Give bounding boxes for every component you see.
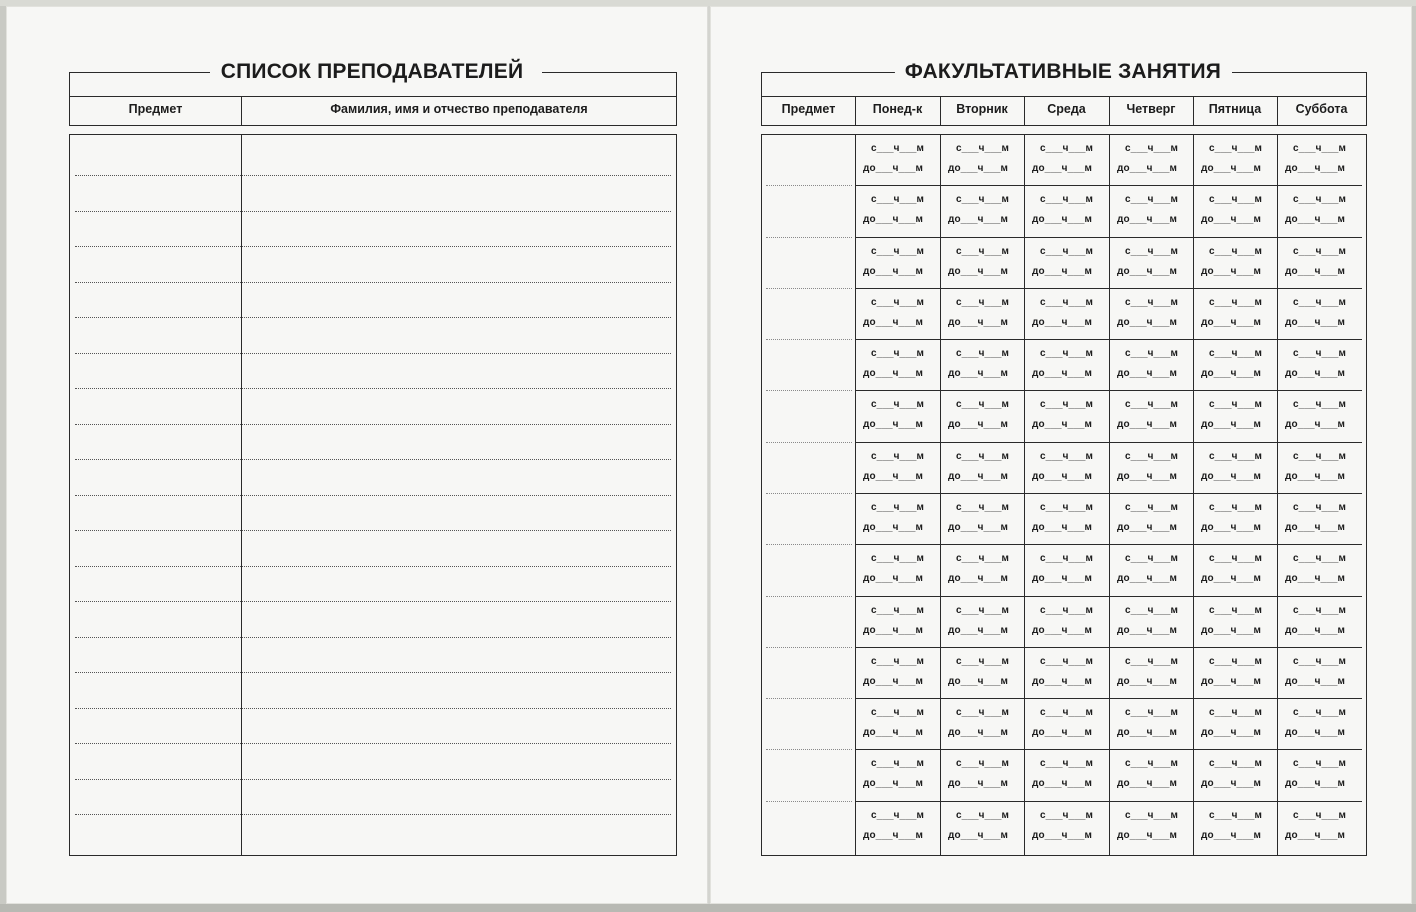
time-from: с___ч___м bbox=[1209, 655, 1263, 667]
time-to: до___ч___м bbox=[863, 163, 924, 174]
time-from: с___ч___м bbox=[1209, 296, 1263, 308]
schedule-row-divider bbox=[855, 596, 1362, 597]
time-from: с___ч___м bbox=[956, 809, 1010, 821]
time-from: с___ч___м bbox=[1209, 809, 1263, 821]
time-from: с___ч___м bbox=[1209, 553, 1263, 565]
time-from: с___ч___м bbox=[956, 399, 1010, 411]
time-from: с___ч___м bbox=[1125, 348, 1179, 360]
time-from: с___ч___м bbox=[871, 348, 925, 360]
page-title: СПИСОК ПРЕПОДАВАТЕЛЕЙ bbox=[211, 60, 533, 84]
time-from: с___ч___м bbox=[1209, 399, 1263, 411]
time-from: с___ч___м bbox=[956, 502, 1010, 513]
time-from: с___ч___м bbox=[1040, 194, 1094, 206]
writing-line bbox=[75, 175, 671, 176]
column-header: Предмет bbox=[781, 102, 836, 116]
time-to: до___ч___м bbox=[1117, 573, 1178, 585]
schedule-row-divider bbox=[855, 237, 1362, 238]
time-from: с___ч___м bbox=[1293, 399, 1347, 411]
time-from: с___ч___м bbox=[1125, 399, 1179, 411]
column-header: Пятница bbox=[1208, 102, 1262, 116]
time-from: с___ч___м bbox=[1125, 296, 1179, 308]
schedule-row-divider bbox=[855, 493, 1362, 494]
time-from: с___ч___м bbox=[1040, 245, 1094, 257]
column-header-teacher-name: Фамилия, имя и отчество преподавателя bbox=[330, 102, 588, 116]
time-to: до___ч___м bbox=[1285, 368, 1346, 380]
time-from: с___ч___м bbox=[1125, 707, 1179, 719]
time-from: с___ч___м bbox=[956, 655, 1010, 667]
column-header: Четверг bbox=[1126, 102, 1176, 116]
column-header: Понед-к bbox=[872, 102, 923, 116]
time-to: до___ч___м bbox=[948, 522, 1009, 533]
time-to: до___ч___м bbox=[1201, 778, 1262, 790]
subject-row-line bbox=[766, 442, 852, 443]
subject-row-line bbox=[766, 596, 852, 597]
time-from: с___ч___м bbox=[871, 809, 925, 821]
time-from: с___ч___м bbox=[1293, 604, 1347, 616]
time-to: до___ч___м bbox=[948, 470, 1009, 482]
subject-row-line bbox=[766, 288, 852, 289]
time-to: до___ч___м bbox=[863, 624, 924, 636]
time-from: с___ч___м bbox=[1125, 655, 1179, 667]
time-from: с___ч___м bbox=[1040, 707, 1094, 719]
time-to: до___ч___м bbox=[1117, 368, 1178, 380]
schedule-header bbox=[761, 72, 1367, 126]
schedule-row-divider bbox=[855, 801, 1362, 802]
schedule-row-divider bbox=[855, 288, 1362, 289]
time-from: с___ч___м bbox=[956, 296, 1010, 308]
time-from: с___ч___м bbox=[871, 707, 925, 719]
time-from: с___ч___м bbox=[871, 655, 925, 667]
time-to: до___ч___м bbox=[1117, 727, 1178, 739]
time-from: с___ч___м bbox=[1040, 399, 1094, 411]
time-from: с___ч___м bbox=[1293, 655, 1347, 667]
schedule-column-divider bbox=[855, 135, 856, 855]
time-to: до___ч___м bbox=[1032, 573, 1093, 585]
time-from: с___ч___м bbox=[871, 450, 925, 462]
time-from: с___ч___м bbox=[956, 450, 1010, 462]
writing-line bbox=[75, 459, 671, 460]
time-from: с___ч___м bbox=[1209, 194, 1263, 206]
time-to: до___ч___м bbox=[863, 573, 924, 585]
time-from: с___ч___м bbox=[1125, 194, 1179, 206]
subject-row-line bbox=[766, 493, 852, 494]
time-to: до___ч___м bbox=[1201, 470, 1262, 482]
time-to: до___ч___м bbox=[1201, 265, 1262, 277]
time-to: до___ч___м bbox=[1201, 316, 1262, 328]
time-from: с___ч___м bbox=[1040, 809, 1094, 821]
schedule-row-divider bbox=[855, 647, 1362, 648]
time-to: до___ч___м bbox=[948, 624, 1009, 636]
time-to: до___ч___м bbox=[1201, 829, 1262, 841]
time-from: с___ч___м bbox=[871, 194, 925, 206]
header-column-divider bbox=[1277, 96, 1278, 125]
time-to: до___ч___м bbox=[1285, 675, 1346, 687]
subject-row-line bbox=[766, 185, 852, 186]
time-from: с___ч___м bbox=[1209, 245, 1263, 257]
time-from: с___ч___м bbox=[1293, 348, 1347, 360]
time-to: до___ч___м bbox=[1201, 522, 1262, 533]
header-column-divider bbox=[855, 96, 856, 125]
subject-row-line bbox=[766, 237, 852, 238]
time-to: до___ч___м bbox=[1285, 573, 1346, 585]
header-column-divider bbox=[1024, 96, 1025, 125]
time-from: с___ч___м bbox=[871, 502, 925, 513]
time-to: до___ч___м bbox=[1032, 522, 1093, 533]
time-to: до___ч___м bbox=[1285, 470, 1346, 482]
time-to: до___ч___м bbox=[1117, 419, 1178, 431]
time-to: до___ч___м bbox=[1201, 675, 1262, 687]
time-to: до___ч___м bbox=[1201, 624, 1262, 636]
time-to: до___ч___м bbox=[863, 419, 924, 431]
time-to: до___ч___м bbox=[1117, 778, 1178, 790]
time-to: до___ч___м bbox=[863, 265, 924, 277]
time-from: с___ч___м bbox=[956, 194, 1010, 206]
teachers-table bbox=[69, 134, 677, 856]
time-from: с___ч___м bbox=[1293, 245, 1347, 257]
time-to: до___ч___м bbox=[1201, 727, 1262, 739]
header-column-divider bbox=[1193, 96, 1194, 125]
subject-row-line bbox=[766, 339, 852, 340]
time-from: с___ч___м bbox=[1125, 809, 1179, 821]
time-to: до___ч___м bbox=[948, 675, 1009, 687]
teachers-header bbox=[69, 72, 677, 126]
time-from: с___ч___м bbox=[1293, 758, 1347, 770]
time-from: с___ч___м bbox=[1293, 707, 1347, 719]
subject-row-line bbox=[766, 390, 852, 391]
writing-line bbox=[75, 637, 671, 638]
time-to: до___ч___м bbox=[948, 778, 1009, 790]
writing-line bbox=[75, 495, 671, 496]
time-to: до___ч___м bbox=[863, 522, 924, 533]
schedule-column-divider bbox=[1193, 135, 1194, 855]
writing-line bbox=[75, 566, 671, 567]
time-to: до___ч___м bbox=[948, 368, 1009, 380]
time-to: до___ч___м bbox=[1201, 368, 1262, 380]
time-from: с___ч___м bbox=[1293, 450, 1347, 462]
schedule-column-divider bbox=[1277, 135, 1278, 855]
time-from: с___ч___м bbox=[1209, 707, 1263, 719]
time-to: до___ч___м bbox=[1285, 624, 1346, 636]
time-from: с___ч___м bbox=[1209, 143, 1263, 154]
time-from: с___ч___м bbox=[1040, 553, 1094, 565]
time-to: до___ч___м bbox=[1285, 727, 1346, 739]
time-to: до___ч___м bbox=[1201, 163, 1262, 174]
time-from: с___ч___м bbox=[956, 758, 1010, 770]
column-header: Суббота bbox=[1295, 102, 1348, 116]
time-to: до___ч___м bbox=[948, 573, 1009, 585]
time-from: с___ч___м bbox=[871, 296, 925, 308]
column-header: Вторник bbox=[956, 102, 1008, 116]
writing-line bbox=[75, 779, 671, 780]
writing-line bbox=[75, 353, 671, 354]
time-from: с___ч___м bbox=[1125, 758, 1179, 770]
left-page bbox=[6, 6, 708, 904]
time-from: с___ч___м bbox=[1293, 296, 1347, 308]
time-from: с___ч___м bbox=[956, 245, 1010, 257]
schedule-row-divider bbox=[855, 390, 1362, 391]
writing-line bbox=[75, 708, 671, 709]
writing-line bbox=[75, 317, 671, 318]
time-from: с___ч___м bbox=[1209, 348, 1263, 360]
header-divider bbox=[70, 96, 676, 97]
time-from: с___ч___м bbox=[1040, 502, 1094, 513]
time-to: до___ч___м bbox=[1117, 265, 1178, 277]
time-from: с___ч___м bbox=[1293, 143, 1347, 154]
page-title: ФАКУЛЬТАТИВНЫЕ ЗАНЯТИЯ bbox=[895, 60, 1231, 84]
time-to: до___ч___м bbox=[948, 316, 1009, 328]
schedule-row-divider bbox=[855, 339, 1362, 340]
time-from: с___ч___м bbox=[956, 707, 1010, 719]
time-from: с___ч___м bbox=[1040, 655, 1094, 667]
time-from: с___ч___м bbox=[956, 553, 1010, 565]
schedule-table bbox=[761, 134, 1367, 856]
time-from: с___ч___м bbox=[1040, 604, 1094, 616]
time-to: до___ч___м bbox=[1285, 829, 1346, 841]
time-from: с___ч___м bbox=[1209, 502, 1263, 513]
writing-line bbox=[75, 530, 671, 531]
time-from: с___ч___м bbox=[1125, 553, 1179, 565]
time-to: до___ч___м bbox=[1032, 470, 1093, 482]
time-to: до___ч___м bbox=[1285, 522, 1346, 533]
column-header: Среда bbox=[1047, 102, 1086, 116]
time-from: с___ч___м bbox=[956, 143, 1010, 154]
time-from: с___ч___м bbox=[1125, 604, 1179, 616]
schedule-column-divider bbox=[1024, 135, 1025, 855]
time-from: с___ч___м bbox=[1040, 758, 1094, 770]
subject-row-line bbox=[766, 544, 852, 545]
time-to: до___ч___м bbox=[863, 727, 924, 739]
header-divider bbox=[762, 96, 1366, 97]
time-to: до___ч___м bbox=[863, 316, 924, 328]
time-to: до___ч___м bbox=[1117, 624, 1178, 636]
time-from: с___ч___м bbox=[1040, 296, 1094, 308]
schedule-row-divider bbox=[855, 185, 1362, 186]
time-to: до___ч___м bbox=[1032, 163, 1093, 174]
time-from: с___ч___м bbox=[1125, 502, 1179, 513]
time-to: до___ч___м bbox=[863, 675, 924, 687]
time-to: до___ч___м bbox=[948, 727, 1009, 739]
column-header-subject: Предмет bbox=[128, 102, 183, 116]
time-from: с___ч___м bbox=[871, 604, 925, 616]
time-from: с___ч___м bbox=[956, 348, 1010, 360]
time-to: до___ч___м bbox=[863, 368, 924, 380]
time-from: с___ч___м bbox=[1293, 809, 1347, 821]
cover-bottom-edge bbox=[0, 904, 1416, 912]
schedule-row-divider bbox=[855, 698, 1362, 699]
schedule-row-divider bbox=[855, 544, 1362, 545]
time-from: с___ч___м bbox=[1293, 194, 1347, 206]
time-to: до___ч___м bbox=[1032, 214, 1093, 226]
subject-row-line bbox=[766, 801, 852, 802]
writing-line bbox=[75, 814, 671, 815]
time-to: до___ч___м bbox=[948, 214, 1009, 226]
time-to: до___ч___м bbox=[1285, 316, 1346, 328]
time-to: до___ч___м bbox=[1032, 316, 1093, 328]
time-from: с___ч___м bbox=[871, 245, 925, 257]
time-to: до___ч___м bbox=[948, 163, 1009, 174]
time-to: до___ч___м bbox=[1032, 368, 1093, 380]
time-from: с___ч___м bbox=[871, 758, 925, 770]
time-from: с___ч___м bbox=[1125, 245, 1179, 257]
time-from: с___ч___м bbox=[871, 399, 925, 411]
time-to: до___ч___м bbox=[1285, 163, 1346, 174]
time-to: до___ч___м bbox=[1032, 778, 1093, 790]
subject-row-line bbox=[766, 698, 852, 699]
time-from: с___ч___м bbox=[1209, 758, 1263, 770]
time-to: до___ч___м bbox=[1117, 214, 1178, 226]
writing-line bbox=[75, 743, 671, 744]
time-from: с___ч___м bbox=[1293, 553, 1347, 565]
writing-line bbox=[75, 246, 671, 247]
time-to: до___ч___м bbox=[1201, 214, 1262, 226]
time-from: с___ч___м bbox=[871, 553, 925, 565]
time-to: до___ч___м bbox=[1032, 624, 1093, 636]
time-from: с___ч___м bbox=[1293, 502, 1347, 513]
time-from: с___ч___м bbox=[1040, 348, 1094, 360]
time-to: до___ч___м bbox=[1117, 522, 1178, 533]
time-to: до___ч___м bbox=[1032, 265, 1093, 277]
time-to: до___ч___м bbox=[863, 778, 924, 790]
time-to: до___ч___м bbox=[1032, 675, 1093, 687]
time-to: до___ч___м bbox=[1285, 265, 1346, 277]
time-from: с___ч___м bbox=[1125, 450, 1179, 462]
time-from: с___ч___м bbox=[1040, 143, 1094, 154]
time-from: с___ч___м bbox=[871, 143, 925, 154]
writing-line bbox=[75, 424, 671, 425]
schedule-row-divider bbox=[855, 442, 1362, 443]
subject-row-line bbox=[766, 647, 852, 648]
time-to: до___ч___м bbox=[1032, 829, 1093, 841]
right-page bbox=[710, 6, 1412, 904]
time-from: с___ч___м bbox=[956, 604, 1010, 616]
time-to: до___ч___м bbox=[1285, 778, 1346, 790]
subject-row-line bbox=[766, 749, 852, 750]
time-to: до___ч___м bbox=[863, 829, 924, 841]
schedule-column-divider bbox=[1109, 135, 1110, 855]
time-to: до___ч___м bbox=[1117, 316, 1178, 328]
time-from: с___ч___м bbox=[1040, 450, 1094, 462]
writing-line bbox=[75, 672, 671, 673]
time-to: до___ч___м bbox=[1117, 163, 1178, 174]
header-column-divider bbox=[1109, 96, 1110, 125]
time-to: до___ч___м bbox=[1201, 573, 1262, 585]
time-to: до___ч___м bbox=[948, 265, 1009, 277]
time-to: до___ч___м bbox=[948, 829, 1009, 841]
time-to: до___ч___м bbox=[1032, 419, 1093, 431]
time-to: до___ч___м bbox=[1032, 727, 1093, 739]
time-to: до___ч___м bbox=[1285, 419, 1346, 431]
time-to: до___ч___м bbox=[1285, 214, 1346, 226]
time-from: с___ч___м bbox=[1209, 450, 1263, 462]
time-to: до___ч___м bbox=[1117, 470, 1178, 482]
writing-line bbox=[75, 388, 671, 389]
writing-line bbox=[75, 211, 671, 212]
time-from: с___ч___м bbox=[1209, 604, 1263, 616]
writing-line bbox=[75, 282, 671, 283]
time-to: до___ч___м bbox=[1117, 675, 1178, 687]
schedule-column-divider bbox=[940, 135, 941, 855]
time-to: до___ч___м bbox=[863, 470, 924, 482]
writing-line bbox=[75, 601, 671, 602]
time-to: до___ч___м bbox=[1117, 829, 1178, 841]
time-to: до___ч___м bbox=[863, 214, 924, 226]
time-to: до___ч___м bbox=[1201, 419, 1262, 431]
time-to: до___ч___м bbox=[948, 419, 1009, 431]
schedule-row-divider bbox=[855, 749, 1362, 750]
time-from: с___ч___м bbox=[1125, 143, 1179, 154]
header-column-divider bbox=[940, 96, 941, 125]
